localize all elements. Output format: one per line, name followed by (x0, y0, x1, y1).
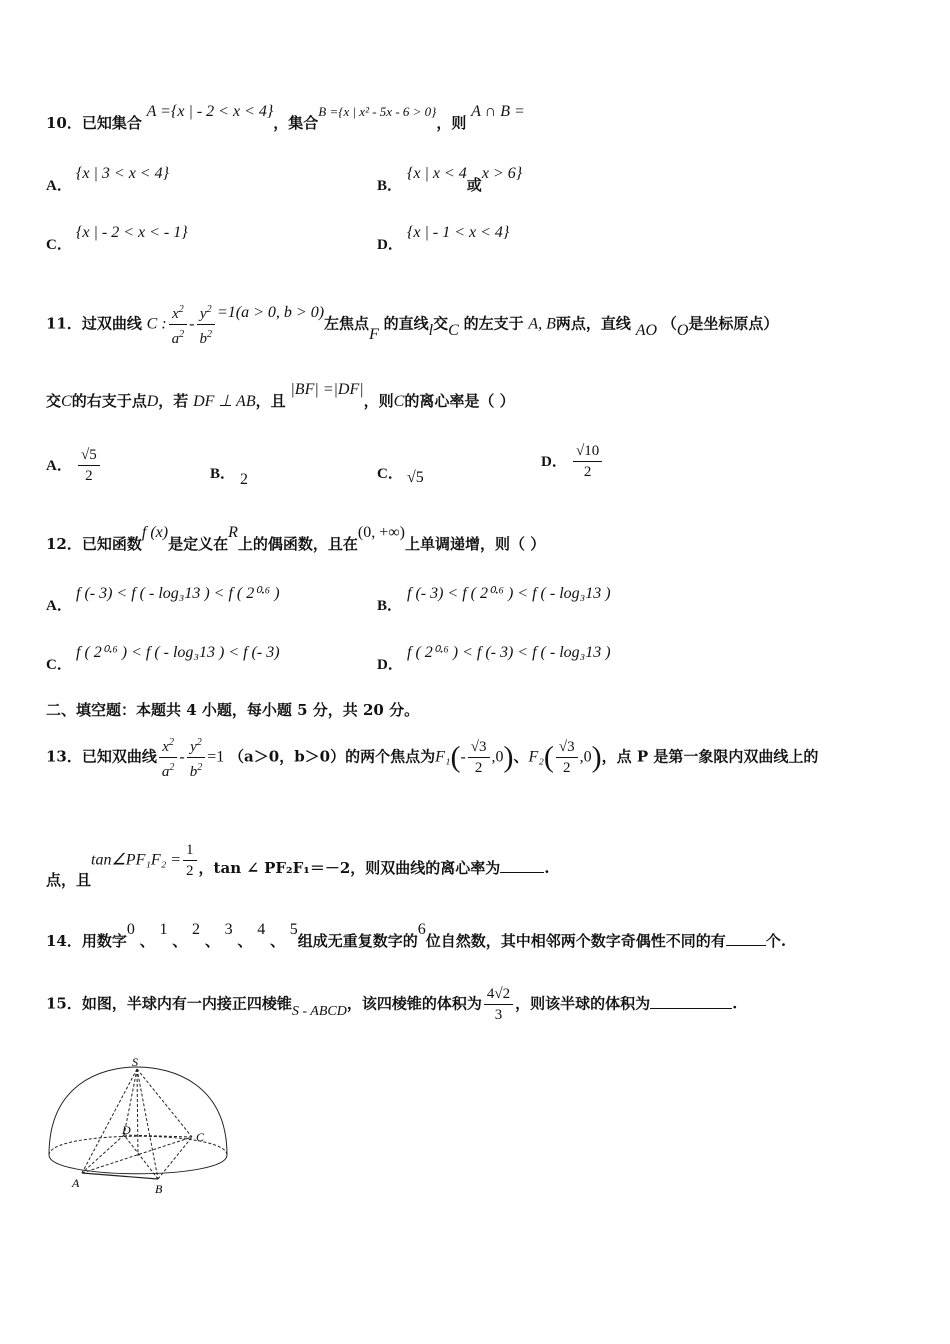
option-fraction (78, 445, 100, 486)
q10-expression: A ∩ B = (471, 103, 525, 120)
fraction-den: 2 (85, 468, 93, 484)
fraction-den: 3 (494, 1007, 503, 1023)
option-text: f ( 2⁰·⁶ ) < f (- 3) < f ( - log₃13 ) (407, 644, 611, 661)
option-text: {x | 3 < x < 4} (76, 165, 169, 182)
fraction-num: √5 (78, 445, 100, 466)
q11-frac-x: $\frac{x^2}{a^2}$ (169, 300, 188, 349)
q11-curve: C : (146, 315, 167, 333)
fraction-num: 4√2 (484, 984, 513, 1005)
q12-text: 是定义在 (168, 535, 229, 553)
question-13: 13．已知双曲线 $\frac{x^2}{a^2}$ - $\frac{y^2}{b^2}$ =1 （a＞0，b＞0）的两个焦点为F₁(- $\frac{√3}{2}$ ,0)、F₂( $\frac{√3}{2}$ ,0)，点 P 是第一象限内双曲线上的 (46, 733, 818, 782)
question-13-line2 (46, 840, 550, 889)
q10-tail: ，则 (436, 114, 467, 132)
option-label: D． (377, 237, 403, 253)
question-11-line2 (46, 381, 515, 411)
q15-text: . (732, 994, 738, 1013)
q11-text: 的直线 (383, 314, 429, 333)
q11-text: 的右支于点 (71, 392, 147, 410)
question-10 (46, 103, 525, 133)
q12-text: 上单调递增，则（ ） (405, 535, 546, 553)
q11-var: AO (635, 321, 658, 339)
fraction-den: 2 (186, 863, 194, 879)
q13-f2-frac (556, 737, 578, 778)
label-a: A (72, 1176, 80, 1190)
option-text: x > 6} (481, 165, 523, 182)
q13-half (183, 840, 197, 881)
q14-digit: 2 (192, 921, 201, 938)
q11-text: ，且 (255, 392, 286, 410)
option-label: A． (46, 178, 72, 194)
q10-set-a: A ={x | - 2 < x < 4} (146, 103, 274, 120)
q10-option-d (377, 224, 510, 254)
q11-text: 交 (433, 314, 449, 333)
q13-answer-blank[interactable] (500, 872, 544, 873)
fraction-num: 1 (183, 840, 197, 861)
q15-answer-blank[interactable] (650, 1008, 732, 1009)
label-c: C (196, 1130, 205, 1144)
question-14 (46, 921, 787, 951)
question-15 (46, 984, 737, 1025)
label-d: D (122, 1123, 131, 1137)
fraction-den: 2 (474, 760, 483, 776)
q13-text: 已知双曲线 (81, 747, 157, 766)
option-label: D． (377, 657, 403, 673)
q13-frac-y: $\frac{y^2}{b^2}$ (187, 733, 206, 782)
q12-option-c (46, 644, 280, 674)
option-text: √5 (407, 469, 424, 486)
q11-var: DF ⊥ AB (193, 393, 256, 410)
q11-var: l (428, 321, 434, 339)
q15-number: 15． (46, 994, 82, 1013)
option-label: B． (210, 466, 236, 482)
q14-text: 个. (765, 932, 787, 950)
q15-text: ，则该半球的体积为 (515, 994, 651, 1013)
fraction-den: 2 (583, 464, 592, 480)
q12-text: 已知函数 (81, 535, 142, 553)
q11-text: ，若 (158, 392, 189, 410)
q15-pyramid: S - ABCD (291, 1003, 347, 1019)
q14-text: 位自然数，其中相邻两个数字奇偶性不同的有 (425, 932, 726, 950)
q12-var: f (x) (141, 524, 169, 541)
option-fraction (573, 441, 602, 482)
q11-text: 左焦点 (324, 314, 370, 333)
q14-digit: 1 (159, 921, 168, 938)
fraction-num: √3 (468, 737, 490, 758)
q14-digit: 0 (126, 921, 135, 938)
q12-number: 12． (46, 535, 82, 553)
q11-option-d (541, 441, 604, 482)
option-label: C． (46, 237, 72, 253)
option-label: D． (541, 453, 567, 470)
q14-sep: 、 (139, 932, 155, 950)
question-11: 11．过双曲线 C : $\frac{x^2}{a^2}$ - $\frac{y^2}{b^2}$ =1(a > 0, b > 0)左焦点F 的直线l交C 的左支于 A, B两点，直线 AO （O是坐标原点） (46, 300, 778, 349)
q13-text: ，点 P 是第一象限内双曲线上的 (601, 747, 819, 766)
q13-f1-frac (468, 737, 490, 778)
q11-text: 是坐标原点） (688, 314, 779, 333)
q13-f1: F₁ (435, 748, 451, 766)
q11-option-c (377, 462, 424, 486)
option-label: C． (377, 466, 403, 482)
q10-set-b: B ={x | x² - 5x - 6 > 0} (318, 104, 437, 119)
q14-digit: 5 (289, 921, 298, 938)
q14-sep: 、 (269, 932, 285, 950)
fraction-den: 2 (563, 760, 571, 776)
q12-option-b (377, 585, 611, 615)
q11-var: D (146, 393, 159, 410)
q13-text: （a＞0，b＞0）的两个焦点为 (229, 747, 436, 766)
q11-var: |BF| =|DF| (290, 381, 364, 398)
section-2-heading: 二、填空题：本题共 4 小题，每小题 5 分，共 20 分。 (46, 701, 420, 719)
q15-text: ，该四棱锥的体积为 (346, 994, 482, 1013)
label-b: B (155, 1182, 163, 1196)
option-label: C． (46, 657, 72, 673)
hemisphere-pyramid-figure (40, 1055, 240, 1200)
option-label: B． (377, 598, 403, 614)
q12-option-a (46, 585, 280, 615)
q14-text: 用数字 (81, 932, 127, 950)
q11-text: ，则 (363, 392, 394, 410)
q11-text: （ (661, 314, 677, 333)
q11-text: 两点，直线 (555, 314, 631, 333)
q13-text: ，tan ∠ PF₂F₁＝－2，则双曲线的离心率为 (198, 858, 501, 877)
q14-digit: 3 (224, 921, 233, 938)
q11-frac-y: $\frac{y^2}{b^2}$ (197, 300, 216, 349)
q14-number: 14． (46, 932, 82, 950)
q11-text: 交 (46, 392, 62, 410)
q11-text: 的离心率是（ ） (404, 392, 515, 410)
option-text: {x | x < 4 (407, 165, 467, 182)
q14-sep: 、 (237, 932, 253, 950)
q10-number: 10． (46, 114, 82, 132)
q14-six: 6 (417, 921, 426, 938)
option-label: A． (46, 457, 72, 474)
q11-var: A, B (528, 315, 556, 333)
q13-tan: tan∠PF₁F₂ = (91, 851, 182, 869)
question-12 (46, 524, 546, 554)
option-text: {x | - 1 < x < 4} (407, 224, 510, 241)
q11-eq-tail: =1(a > 0, b > 0) (217, 303, 325, 321)
option-text: f (- 3) < f ( 2⁰·⁶ ) < f ( - log₃13 ) (407, 585, 611, 602)
fraction-num: √10 (573, 441, 602, 462)
q14-sep: 、 (172, 932, 188, 950)
height-so (137, 1069, 138, 1156)
q10-intro: 已知集合 (81, 114, 142, 132)
q13-end: . (544, 858, 550, 877)
q10-option-b (377, 165, 523, 195)
q14-answer-blank[interactable] (726, 945, 766, 946)
q11-var: C (448, 321, 459, 339)
q13-f2: F₂ (528, 748, 544, 766)
q11-text: 过双曲线 (81, 314, 142, 333)
edge-da (82, 1135, 124, 1173)
q12-var: R (228, 524, 238, 541)
q13-text: 点，且 (46, 870, 92, 889)
q13-number: 13． (46, 747, 82, 766)
option-text: 2 (240, 471, 248, 488)
edge-sb (137, 1069, 158, 1179)
q15-volume (484, 984, 513, 1025)
q11-var: C (61, 393, 72, 410)
q10-option-c (46, 224, 188, 254)
label-s: S (132, 1055, 138, 1069)
q11-text: 的左支于 (463, 314, 524, 333)
q10-mid: ，集合 (273, 114, 319, 132)
q11-var: C (393, 393, 405, 410)
option-text: f ( 2⁰·⁶ ) < f ( - log₃13 ) < f (- 3) (76, 644, 280, 661)
q13-frac-x: $\frac{x^2}{a^2}$ (159, 733, 178, 782)
q14-digit: 4 (257, 921, 266, 938)
diag-bd (124, 1135, 158, 1179)
option-text: f (- 3) < f ( - log₃13 ) < f ( 2⁰·⁶ ) (76, 585, 280, 602)
q11-number: 11． (46, 314, 82, 333)
q15-text: 如图，半球内有一内接正四棱锥 (81, 994, 292, 1013)
q12-option-d (377, 644, 611, 674)
q11-option-b (210, 462, 248, 488)
q12-var: (0, +∞) (357, 524, 405, 541)
option-or: 或 (466, 176, 482, 194)
q12-text: 上的偶函数，且在 (237, 535, 358, 553)
q14-sep: 、 (204, 932, 220, 950)
q13-eq-tail: =1 (207, 748, 225, 766)
option-label: B． (377, 178, 403, 194)
edge-sa (82, 1069, 137, 1173)
q11-var: O (676, 321, 689, 339)
q14-text: 组成无重复数字的 (297, 932, 418, 950)
fraction-num: √3 (556, 737, 578, 758)
option-label: A． (46, 598, 72, 614)
base-ellipse-front (49, 1155, 227, 1174)
q10-option-a (46, 165, 169, 195)
q13-sep: 、 (513, 747, 529, 766)
q11-var: F (369, 325, 379, 343)
q11-option-a (46, 445, 102, 486)
option-text: {x | - 2 < x < - 1} (76, 224, 188, 241)
edge-sc (137, 1069, 192, 1137)
